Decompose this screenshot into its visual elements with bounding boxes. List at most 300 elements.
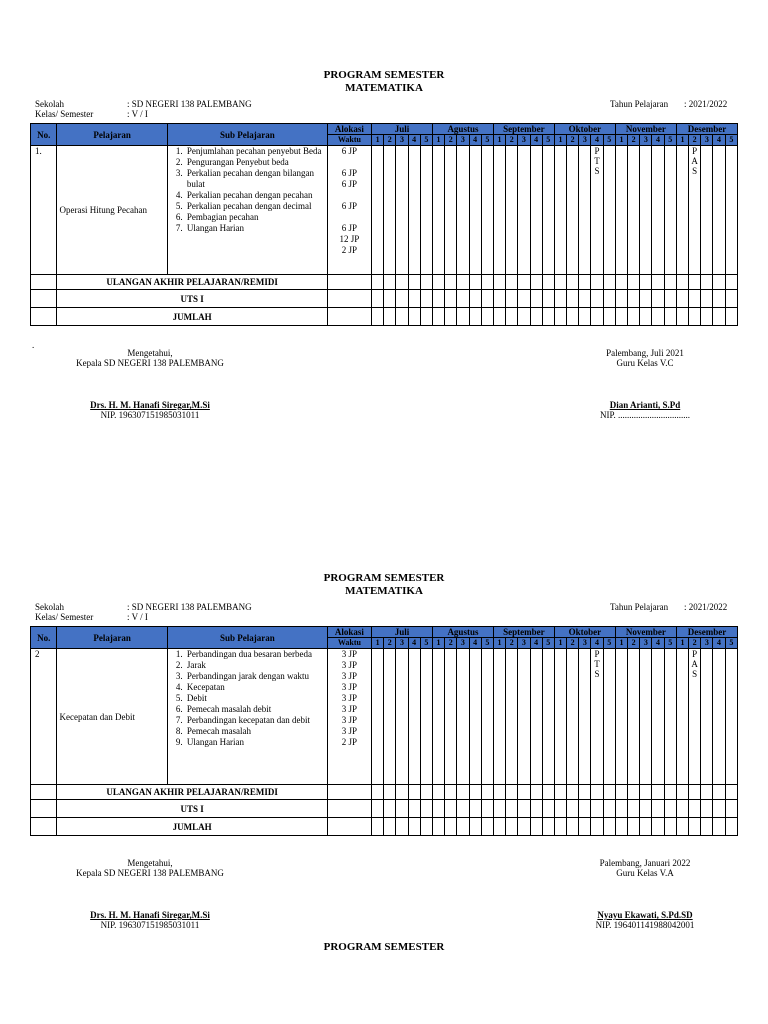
list-item: 1. Perbandingan dua besaran berbeda — [185, 649, 327, 660]
week-cell — [469, 275, 481, 290]
week-cell — [518, 275, 530, 290]
header-week: 5 — [725, 135, 737, 146]
sheet-subject: MATEMATIKA — [345, 82, 423, 94]
header-no: No. — [31, 627, 57, 649]
header-week: 3 — [457, 638, 469, 649]
header-month: November — [615, 124, 676, 135]
week-cell — [567, 290, 579, 308]
week-cell — [371, 146, 383, 275]
week-cell — [493, 818, 505, 836]
header-week: 2 — [628, 135, 640, 146]
week-cell — [640, 818, 652, 836]
week-cell — [445, 818, 457, 836]
week-cell — [469, 308, 481, 326]
header-week: 1 — [432, 135, 444, 146]
week-cell — [530, 290, 542, 308]
header-week: 2 — [445, 638, 457, 649]
week-cell — [640, 275, 652, 290]
header-sub-pelajaran: Sub Pelajaran — [167, 124, 327, 146]
week-cell — [432, 649, 444, 785]
header-month: September — [493, 627, 554, 638]
week-cell — [408, 275, 420, 290]
week-cell — [518, 290, 530, 308]
week-cell — [506, 146, 518, 275]
week-cell — [530, 649, 542, 785]
week-cell — [591, 290, 603, 308]
week-cell — [664, 290, 676, 308]
week-cell — [567, 785, 579, 800]
header-week: 5 — [481, 638, 493, 649]
week-cell — [579, 785, 591, 800]
kepala-nip: NIP. 196307151985031011 — [100, 410, 200, 420]
week-cell — [432, 785, 444, 800]
alokasi-value: 3 JP — [341, 715, 358, 725]
week-cell — [664, 785, 676, 800]
week-cell — [457, 800, 469, 818]
list-item: 9. Ulangan Harian — [185, 737, 327, 748]
alokasi-value: 3 JP — [341, 660, 358, 670]
week-cell — [652, 290, 664, 308]
week-cell — [493, 649, 505, 785]
ulangan-label: ULANGAN AKHIR PELAJARAN/REMIDI — [57, 785, 327, 800]
header-week: 5 — [420, 638, 432, 649]
week-cell — [603, 649, 615, 785]
ulangan-label: ULANGAN AKHIR PELAJARAN/REMIDI — [57, 275, 327, 290]
week-cell — [652, 818, 664, 836]
alokasi-value: 3 JP — [341, 726, 358, 736]
week-cell — [701, 818, 713, 836]
signature-block — [30, 340, 738, 428]
week-cell — [591, 649, 603, 785]
week-cell — [554, 146, 566, 275]
week-cell — [591, 818, 603, 836]
stray-dot: . — [32, 340, 35, 350]
week-cell — [481, 290, 493, 308]
header-pelajaran: Pelajaran — [57, 627, 167, 649]
alokasi-value: 3 JP — [341, 693, 358, 703]
header-week: 5 — [725, 638, 737, 649]
header-week: 4 — [652, 135, 664, 146]
header-week: 4 — [713, 135, 725, 146]
sekolah-value: : SD NEGERI 138 PALEMBANG — [127, 99, 252, 109]
week-cell — [701, 785, 713, 800]
table-row — [31, 146, 738, 275]
alokasi-value — [328, 212, 371, 223]
list-item: 7. Perbandingan kecepatan dan debit — [185, 715, 327, 726]
week-cell — [689, 800, 701, 818]
week-cell — [506, 818, 518, 836]
header-week: 2 — [506, 135, 518, 146]
week-cell — [603, 818, 615, 836]
week-cell — [481, 785, 493, 800]
alokasi-value: 6 JP — [341, 223, 358, 233]
guru-title: Guru Kelas V.A — [616, 868, 674, 878]
header-week: 4 — [408, 638, 420, 649]
header-week: 1 — [371, 135, 383, 146]
header-month: Juli — [371, 627, 432, 638]
week-cell — [615, 146, 627, 275]
header-week: 1 — [615, 638, 627, 649]
header-week: 3 — [579, 135, 591, 146]
week-cell — [542, 146, 554, 275]
pas-letter: P — [692, 146, 698, 156]
alokasi-value: 2 JP — [341, 737, 358, 747]
pas-letter: S — [692, 669, 698, 679]
week-cell — [713, 275, 725, 290]
row-number: 1. — [31, 146, 57, 275]
week-cell — [432, 146, 444, 275]
week-cell — [701, 290, 713, 308]
sheet-meta — [30, 99, 738, 123]
week-cell — [371, 649, 383, 785]
week-cell — [579, 649, 591, 785]
week-cell — [542, 818, 554, 836]
week-cell — [445, 308, 457, 326]
week-cell — [432, 818, 444, 836]
pelajaran-cell: Kecepatan dan Debit — [57, 649, 167, 785]
week-cell — [676, 800, 688, 818]
list-item: 5. Perkalian pecahan dengan decimal — [185, 201, 327, 212]
week-cell — [445, 290, 457, 308]
alokasi-value: 6 JP — [341, 146, 358, 156]
header-month: Oktober — [554, 124, 615, 135]
list-item: 6. Pembagian pecahan — [185, 212, 327, 223]
week-cell — [713, 785, 725, 800]
week-cell — [652, 275, 664, 290]
mengetahui-text: Mengetahui, — [127, 348, 173, 358]
week-cell — [371, 818, 383, 836]
week-cell — [591, 146, 603, 275]
week-cell — [530, 308, 542, 326]
week-cell — [371, 308, 383, 326]
week-cell — [396, 275, 408, 290]
week-cell — [396, 818, 408, 836]
header-week: 1 — [493, 638, 505, 649]
week-cell — [725, 275, 737, 290]
week-cell — [445, 785, 457, 800]
week-cell — [628, 800, 640, 818]
uts-label: UTS I — [57, 800, 327, 818]
week-cell — [408, 649, 420, 785]
sheet-title: PROGRAM SEMESTER — [323, 69, 445, 81]
week-cell — [640, 649, 652, 785]
header-week: 2 — [689, 638, 701, 649]
week-cell — [676, 308, 688, 326]
week-cell — [664, 275, 676, 290]
jumlah-label: JUMLAH — [57, 818, 327, 836]
week-cell — [689, 785, 701, 800]
header-alokasi: Alokasi — [327, 627, 371, 638]
header-month: Juli — [371, 124, 432, 135]
week-cell — [615, 275, 627, 290]
header-week: 5 — [603, 638, 615, 649]
week-cell — [408, 146, 420, 275]
sheet-subject: MATEMATIKA — [345, 585, 423, 597]
week-cell — [542, 785, 554, 800]
alokasi-value: 3 JP — [341, 671, 358, 681]
week-cell — [518, 800, 530, 818]
header-week: 5 — [420, 135, 432, 146]
week-cell — [384, 290, 396, 308]
week-cell — [628, 290, 640, 308]
pts-letter: T — [594, 659, 600, 669]
week-cell — [481, 308, 493, 326]
ulangan-row — [31, 785, 738, 800]
program-semester-sheet-1 — [30, 69, 738, 428]
week-cell — [603, 800, 615, 818]
week-cell — [725, 818, 737, 836]
alokasi-value — [328, 190, 371, 201]
week-cell — [493, 275, 505, 290]
week-cell — [554, 785, 566, 800]
list-item: 1. Penjumlahan pecahan penyebut Beda — [185, 146, 327, 157]
header-week: 4 — [713, 638, 725, 649]
header-month: November — [615, 627, 676, 638]
week-cell — [567, 818, 579, 836]
header-no: No. — [31, 124, 57, 146]
row-number: 2 — [31, 649, 57, 785]
week-cell — [628, 649, 640, 785]
week-cell — [518, 785, 530, 800]
header-week: 5 — [481, 135, 493, 146]
week-cell — [432, 308, 444, 326]
week-cell — [640, 785, 652, 800]
header-week: 4 — [652, 638, 664, 649]
week-cell — [689, 649, 701, 785]
header-week: 2 — [445, 135, 457, 146]
week-cell — [432, 290, 444, 308]
week-cell — [506, 649, 518, 785]
week-cell — [713, 649, 725, 785]
week-cell — [384, 308, 396, 326]
week-cell — [554, 290, 566, 308]
alokasi-value — [328, 157, 371, 168]
list-item: 2. Jarak — [185, 660, 327, 671]
sub-pelajaran-list — [168, 146, 327, 234]
signature-block — [30, 858, 738, 938]
week-cell — [640, 800, 652, 818]
week-cell — [676, 290, 688, 308]
week-cell — [603, 146, 615, 275]
place-date: Palembang, Juli 2021 — [606, 348, 684, 358]
week-cell — [628, 275, 640, 290]
kelas-value: : V / I — [127, 612, 148, 622]
header-pelajaran: Pelajaran — [57, 124, 167, 146]
alokasi-value: 6 JP — [341, 201, 358, 211]
week-cell — [652, 308, 664, 326]
week-cell — [579, 818, 591, 836]
sekolah-label: Sekolah — [35, 99, 64, 109]
header-week: 5 — [664, 135, 676, 146]
week-cell — [420, 649, 432, 785]
week-cell — [371, 290, 383, 308]
week-cell — [689, 275, 701, 290]
week-cell — [469, 290, 481, 308]
week-cell — [689, 818, 701, 836]
week-cell — [652, 800, 664, 818]
week-cell — [676, 275, 688, 290]
header-week: 2 — [628, 638, 640, 649]
header-week: 2 — [384, 135, 396, 146]
week-cell — [713, 818, 725, 836]
header-week: 3 — [396, 135, 408, 146]
kepala-name: Drs. H. M. Hanafi Siregar,M.Si — [90, 400, 210, 410]
week-cell — [493, 308, 505, 326]
place-date: Palembang, Januari 2022 — [599, 858, 691, 868]
week-cell — [603, 275, 615, 290]
week-cell — [676, 818, 688, 836]
header-week: 1 — [554, 135, 566, 146]
alokasi-value: 12 JP — [339, 234, 360, 244]
week-cell — [676, 649, 688, 785]
pas-letter: A — [691, 659, 698, 669]
sheet-title: PROGRAM SEMESTER — [323, 572, 445, 584]
guru-nip: NIP. ................................ — [599, 410, 690, 420]
pas-letter: S — [692, 166, 698, 176]
header-week: 1 — [676, 135, 688, 146]
week-cell — [506, 290, 518, 308]
week-cell — [701, 800, 713, 818]
header-week: 3 — [518, 135, 530, 146]
program-table — [30, 123, 738, 326]
week-cell — [420, 800, 432, 818]
week-cell — [469, 649, 481, 785]
pts-letter: T — [594, 156, 600, 166]
alokasi-value: 3 JP — [341, 682, 358, 692]
week-cell — [713, 146, 725, 275]
week-cell — [652, 785, 664, 800]
week-cell — [493, 146, 505, 275]
week-cell — [579, 290, 591, 308]
program-table — [30, 626, 738, 836]
alokasi-value: 3 JP — [341, 649, 358, 659]
week-cell — [676, 785, 688, 800]
week-cell — [506, 800, 518, 818]
week-cell — [591, 275, 603, 290]
week-cell — [725, 649, 737, 785]
sub-pelajaran-cell — [167, 649, 327, 785]
header-week: 2 — [384, 638, 396, 649]
week-cell — [701, 308, 713, 326]
week-cell — [591, 785, 603, 800]
week-cell — [493, 800, 505, 818]
list-item: 4. Perkalian pecahan dengan pecahan — [185, 190, 327, 201]
week-cell — [384, 800, 396, 818]
uts-label: UTS I — [57, 290, 327, 308]
header-week: 1 — [615, 135, 627, 146]
week-cell — [628, 818, 640, 836]
week-cell — [542, 800, 554, 818]
week-cell — [713, 308, 725, 326]
kelas-label: Kelas/ Semester — [35, 109, 94, 119]
week-cell — [640, 146, 652, 275]
program-semester-sheet-2 — [30, 572, 738, 938]
pts-letter: P — [594, 146, 600, 156]
list-item: 3. Perkalian pecahan dengan bilangan bulat — [185, 168, 327, 190]
uts-row — [31, 290, 738, 308]
week-cell — [725, 785, 737, 800]
alokasi-value: 2 JP — [341, 245, 358, 255]
jumlah-label: JUMLAH — [57, 308, 327, 326]
alokasi-value: 6 JP — [341, 168, 358, 178]
header-week: 1 — [554, 638, 566, 649]
week-cell — [676, 146, 688, 275]
header-week: 4 — [591, 135, 603, 146]
week-cell — [579, 800, 591, 818]
header-week: 5 — [603, 135, 615, 146]
alokasi-cell — [327, 146, 371, 275]
alokasi-cell — [327, 649, 371, 785]
week-cell — [457, 785, 469, 800]
week-cell — [542, 308, 554, 326]
jumlah-row — [31, 308, 738, 326]
week-cell — [457, 275, 469, 290]
jumlah-row — [31, 818, 738, 836]
week-cell — [420, 290, 432, 308]
header-week: 3 — [396, 638, 408, 649]
header-month: Desember — [676, 124, 737, 135]
pelajaran-cell: Operasi Hitung Pecahan — [57, 146, 167, 275]
week-cell — [408, 290, 420, 308]
week-cell — [725, 146, 737, 275]
pts-letter: S — [594, 166, 600, 176]
kepala-name: Drs. H. M. Hanafi Siregar,M.Si — [90, 910, 210, 920]
week-cell — [567, 649, 579, 785]
tahun-value: : 2021/2022 — [684, 602, 728, 612]
guru-nip: NIP. 196401141988042001 — [595, 920, 695, 930]
week-cell — [518, 649, 530, 785]
list-item: 4. Kecepatan — [185, 682, 327, 693]
week-cell — [530, 818, 542, 836]
week-cell — [469, 146, 481, 275]
week-cell — [701, 649, 713, 785]
sub-pelajaran-cell — [167, 146, 327, 275]
header-week: 3 — [457, 135, 469, 146]
week-cell — [396, 146, 408, 275]
week-cell — [579, 275, 591, 290]
week-cell — [542, 275, 554, 290]
header-week: 4 — [469, 135, 481, 146]
header-month: Desember — [676, 627, 737, 638]
header-week: 2 — [567, 135, 579, 146]
header-week: 2 — [506, 638, 518, 649]
week-cell — [469, 785, 481, 800]
header-month: Agustus — [432, 124, 493, 135]
week-cell — [481, 818, 493, 836]
week-cell — [591, 308, 603, 326]
guru-name: Nyayu Ekawati, S.Pd.SD — [597, 910, 693, 920]
week-cell — [481, 800, 493, 818]
alokasi-value: 3 JP — [341, 704, 358, 714]
week-cell — [481, 146, 493, 275]
header-week: 1 — [371, 638, 383, 649]
week-cell — [481, 649, 493, 785]
header-week: 4 — [591, 638, 603, 649]
list-item: 7. Ulangan Harian — [185, 223, 327, 234]
week-cell — [664, 146, 676, 275]
uts-row — [31, 800, 738, 818]
header-week: 2 — [689, 135, 701, 146]
week-cell — [396, 290, 408, 308]
header-waktu: Waktu — [327, 135, 371, 146]
week-cell — [628, 785, 640, 800]
week-cell — [554, 800, 566, 818]
ulangan-row — [31, 275, 738, 290]
week-cell — [615, 800, 627, 818]
week-cell — [445, 800, 457, 818]
pas-letter: P — [692, 649, 698, 659]
week-cell — [542, 290, 554, 308]
